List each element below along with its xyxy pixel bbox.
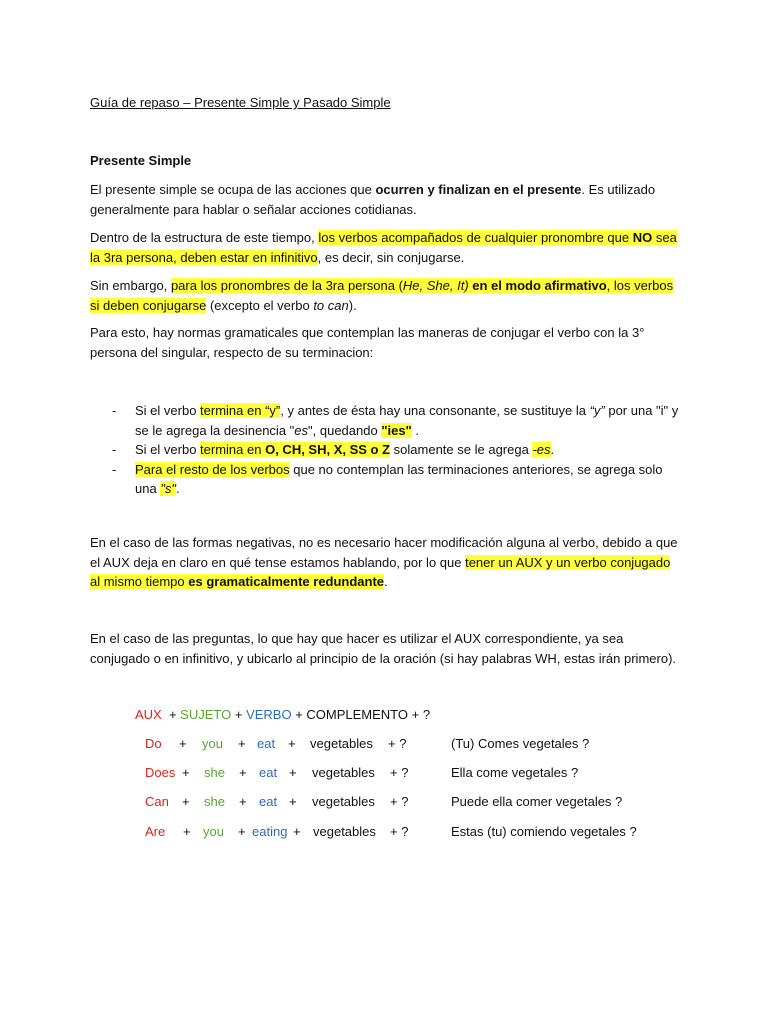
plus-sign: + (289, 794, 297, 809)
highlight-run: termina en “y” (200, 403, 281, 418)
example-row (0, 794, 768, 814)
plus-question: + ? (388, 736, 407, 751)
text-run: (excepto el verbo (206, 297, 314, 313)
example-aux: Are (145, 824, 166, 839)
highlight-run: para los pronombres de la 3ra persona ( (170, 278, 403, 293)
paragraph-questions: En el caso de las preguntas, lo que hay que hacer es utilizar el AUX correspondiente, ya sea conjugado o en infinitivo, y ubicarlo al principio de la oración (si hay palabras WH, estas irán primero). (90, 631, 677, 666)
example-aux: Does (145, 765, 176, 780)
paragraph-rules-intro: Para esto, hay normas gramaticales que contemplan las maneras de conjugar el verbo con la 3° persona del singular, respecto de su terminacion: (90, 325, 645, 360)
example-verb: eat (259, 765, 278, 780)
formula-plus: + (231, 707, 247, 722)
plus-sign: + (238, 736, 246, 751)
question-formula (135, 707, 430, 722)
formula-plus: + (161, 707, 181, 722)
plus-sign: + (293, 824, 301, 839)
highlight-run-bold: O, CH, SH, X, SS o Z (265, 442, 391, 457)
plus-question: + ? (390, 765, 409, 780)
rules-list (90, 401, 680, 499)
text-run: ", quedando (308, 422, 382, 438)
highlight-run-italic: -es (532, 442, 551, 457)
list-item (90, 440, 680, 460)
text-run: , es decir, sin conjugarse. (317, 249, 465, 265)
highlight-run: Para el resto de los verbos (135, 461, 290, 477)
plus-sign: + (289, 765, 297, 780)
highlight-run-bold: "ies" (381, 422, 412, 438)
highlight-run-bold: en el modo afirmativo (468, 278, 607, 293)
text-run: . (550, 442, 555, 457)
text-run: . (176, 481, 180, 496)
list-item (90, 401, 680, 440)
example-subject: she (204, 794, 225, 809)
plus-sign: + (182, 765, 190, 780)
text-run: que no contemplan las terminaciones anteriores, se agrega solo una (135, 461, 663, 496)
plus-sign: + (288, 736, 296, 751)
bullet-dash: - (112, 442, 117, 457)
highlight-run: sea la 3ra persona, deben estar en infinitivo (90, 230, 677, 265)
paragraph-negatives (90, 533, 680, 592)
text-run: En el caso de las formas negativas, no es necesario hacer modificación alguna al verbo, debido a que el AUX deja en claro en qué tense estamos hablando, por lo que (90, 535, 678, 570)
example-verb: eat (257, 736, 276, 751)
plus-sign: + (183, 824, 191, 839)
bullet-dash: - (112, 403, 117, 418)
highlight-run-bold: es gramaticalmente redundante (188, 574, 385, 589)
text-run: El presente simple se ocupa de las acciones que (90, 182, 376, 197)
text-run: . (411, 422, 419, 438)
highlight-run: los verbos acompañados de cualquier pronombre que (318, 230, 633, 245)
highlight-run-bold: NO (632, 230, 653, 245)
example-verb: eat (259, 794, 278, 809)
example-subject: you (202, 736, 223, 751)
example-row (0, 736, 768, 756)
example-aux: Do (145, 736, 162, 751)
text-run: Sin embargo, (90, 278, 171, 293)
text-run: . (384, 574, 388, 589)
text-run: . Es utilizado generalmente para hablar o señalar acciones cotidianas. (90, 182, 656, 217)
highlight-run: tener un AUX y un verbo conjugado al mismo tiempo (90, 554, 671, 589)
text-run: Dentro de la estructura de este tiempo, (90, 230, 319, 245)
example-translation: Estas (tu) comiendo vegetales ? (451, 824, 637, 839)
example-complement: vegetables (310, 736, 373, 751)
formula-rest: + COMPLEMENTO + ? (291, 707, 431, 722)
text-run: solamente se le agrega (390, 442, 533, 457)
plus-sign: + (179, 736, 187, 751)
example-subject: she (204, 765, 225, 780)
example-verb: eating (252, 824, 288, 839)
plus-question: + ? (390, 794, 409, 809)
text-run: Si el verbo (135, 403, 201, 418)
highlight-run-italic: "s" (160, 481, 177, 496)
text-run-italic: es (294, 422, 309, 438)
text-run-bold: ocurren y finalizan en el presente (375, 182, 582, 197)
highlight-run-italic: He, She, It) (402, 278, 469, 293)
example-translation: Puede ella comer vegetales ? (451, 794, 623, 809)
paragraph-intro (90, 180, 680, 219)
example-row (0, 824, 768, 844)
list-item (90, 460, 680, 499)
text-run: Si el verbo (135, 442, 201, 457)
bullet-dash: - (112, 461, 117, 477)
text-run: ). (348, 297, 357, 313)
text-run: por una "i" y se le agrega la desinencia " (135, 403, 679, 438)
plus-sign: + (238, 824, 246, 839)
example-complement: vegetables (313, 824, 376, 839)
example-translation: (Tu) Comes vegetales ? (451, 736, 590, 751)
plus-sign: + (239, 765, 247, 780)
highlight-run: termina en (200, 442, 266, 457)
example-complement: vegetables (312, 765, 375, 780)
example-complement: vegetables (312, 794, 375, 809)
example-row (0, 765, 768, 785)
plus-sign: + (239, 794, 247, 809)
document-title: Guía de repaso – Presente Simple y Pasado Simple (90, 95, 391, 110)
paragraph-structure (90, 228, 680, 267)
example-aux: Can (145, 794, 169, 809)
plus-question: + ? (390, 824, 409, 839)
formula-aux: AUX (135, 707, 162, 722)
formula-verb: VERBO (246, 707, 292, 722)
formula-subject: SUJETO (180, 707, 232, 722)
highlight-run: , los verbos si deben conjugarse (90, 278, 674, 313)
example-subject: you (203, 824, 224, 839)
text-run-italic: to can (313, 297, 349, 313)
text-run-italic: “y” (589, 403, 605, 418)
paragraph-third-person (90, 276, 680, 315)
section-heading: Presente Simple (90, 153, 192, 168)
plus-sign: + (182, 794, 190, 809)
text-run: , y antes de ésta hay una consonante, se sustituye la (280, 403, 590, 418)
example-translation: Ella come vegetales ? (451, 765, 579, 780)
